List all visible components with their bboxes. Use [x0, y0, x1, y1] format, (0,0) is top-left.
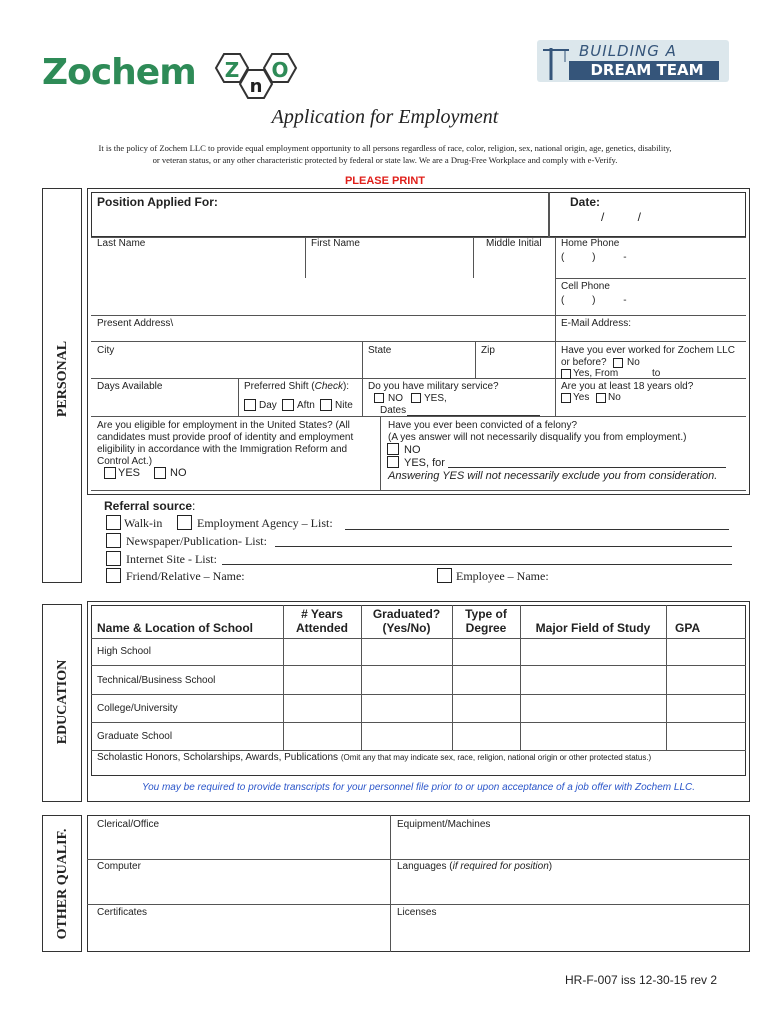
education-side-tab	[42, 604, 82, 802]
eligible-no-label: NO	[170, 467, 187, 479]
referral-internet-checkbox[interactable]	[106, 551, 121, 566]
education-section-label: EDUCATION	[55, 659, 70, 745]
shift-day-checkbox[interactable]	[244, 399, 256, 411]
eligible-yes-checkbox[interactable]	[104, 467, 116, 479]
grid-h7	[91, 490, 746, 491]
felony-no-checkbox[interactable]	[387, 443, 399, 455]
referral-newspaper-checkbox[interactable]	[106, 533, 121, 548]
military-question: Do you have military service?	[368, 381, 499, 392]
grid-h3	[91, 315, 746, 316]
preferred-shift-label	[244, 381, 349, 392]
grid-v1	[305, 237, 306, 278]
shift-aftn-checkbox[interactable]	[282, 399, 294, 411]
transcripts-note: You may be required to provide transcripts for your personnel file prior to or upon acceptance of a job offer with Zochem LLC.	[141, 782, 696, 793]
home-phone-format: ( ) -	[561, 252, 627, 263]
present-address-label: Present Address\	[97, 318, 174, 329]
policy-text-2: or veteran status, or any other characteristic protected by federal or state law. We are a Drug-Free Workplace and comply with e-Verify.	[152, 155, 618, 165]
edu-h4	[91, 722, 746, 723]
clerical-label: Clerical/Office	[97, 819, 160, 830]
col-school-header: Name & Location of School	[97, 621, 254, 635]
worked-no-label: No	[627, 357, 640, 368]
position-divider	[548, 192, 550, 237]
worked-question-1: Have you ever worked for Zochem LLC	[561, 345, 735, 356]
worked-to-label: to	[652, 368, 661, 379]
col-years-line-1: # Years	[301, 607, 343, 621]
dream-team-badge	[537, 40, 729, 82]
referral-employee-text: Employee – Name	[456, 569, 546, 583]
felony-reason-line	[448, 467, 726, 468]
eligible-question-4: Control Act.)	[97, 456, 153, 467]
age-yes-label: Yes	[573, 392, 590, 403]
col-grad-line-1: Graduated?	[372, 607, 441, 621]
felony-yes-label: YES, for	[404, 457, 445, 469]
military-yes-label: YES,	[424, 393, 447, 404]
position-applied-label: Position Applied For:	[97, 195, 218, 209]
referral-employee-colon: :	[545, 569, 549, 583]
edu-row-graduate: Graduate School	[97, 731, 173, 742]
other-h1	[87, 859, 750, 860]
equipment-label: Equipment/Machines	[397, 819, 491, 830]
age-yes-checkbox[interactable]	[561, 393, 571, 403]
personal-side-tab	[42, 188, 82, 583]
grid-h6	[91, 416, 746, 417]
page-title: Application for Employment	[271, 106, 499, 128]
col-years-line-2: Attended	[296, 621, 348, 635]
felony-question-2: (A yes answer will not necessarily disqualify you from employment.)	[388, 432, 687, 443]
edu-v5	[666, 605, 667, 750]
col-grad-line-2: (Yes/No)	[382, 621, 431, 635]
col-gpa-header: GPA	[675, 621, 701, 635]
logo-wordmark: Zochem	[42, 52, 196, 93]
referral-newspaper-colon: :	[263, 534, 267, 548]
shift-nite-label: Nite	[335, 400, 353, 411]
worked-no-checkbox[interactable]	[613, 358, 623, 368]
grid-h1	[91, 237, 746, 238]
certificates-label: Certificates	[97, 907, 148, 918]
honors-label	[97, 752, 651, 763]
cell-phone-format: ( ) -	[561, 295, 627, 306]
worked-yes-checkbox[interactable]	[561, 369, 571, 379]
computer-label: Computer	[97, 861, 141, 872]
referral-newspaper-label	[126, 534, 267, 549]
referral-title-text: Referral source	[104, 499, 193, 513]
col-years-header	[283, 607, 361, 635]
col-type-line-1: Type of	[465, 607, 507, 621]
grid-v7	[362, 378, 363, 416]
home-phone-label: Home Phone	[561, 238, 620, 249]
zip-label: Zip	[481, 345, 495, 356]
referral-employee-checkbox[interactable]	[437, 568, 452, 583]
age-question: Are you at least 18 years old?	[561, 381, 694, 392]
licenses-label: Licenses	[397, 907, 437, 918]
cell-phone-label: Cell Phone	[561, 281, 610, 292]
grid-h5	[91, 378, 746, 379]
referral-agency-line	[345, 529, 729, 530]
grid-v4	[362, 341, 363, 378]
col-type-line-2: Degree	[465, 621, 507, 635]
referral-employee-label	[456, 569, 549, 584]
grid-v6	[238, 378, 239, 416]
age-no-label: No	[608, 392, 621, 403]
edu-row-technical: Technical/Business School	[97, 675, 216, 686]
shift-nite-checkbox[interactable]	[320, 399, 332, 411]
felony-question-1: Have you ever been convicted of a felony?	[388, 420, 578, 431]
grid-v8	[380, 416, 381, 490]
referral-friend-checkbox[interactable]	[106, 568, 121, 583]
military-no-label: NO	[388, 393, 403, 404]
referral-internet-colon: :	[213, 552, 217, 566]
military-no-checkbox[interactable]	[374, 393, 384, 403]
grid-v5	[475, 341, 476, 378]
grid-v2	[473, 237, 474, 278]
referral-walkin-checkbox[interactable]	[106, 515, 121, 530]
languages-italic: if required for position	[452, 861, 549, 872]
date-slashes: / /	[601, 210, 642, 224]
please-print-label: PLEASE PRINT	[344, 175, 426, 187]
col-graduated-header	[361, 607, 452, 635]
referral-internet-text: Internet Site - List	[126, 552, 214, 566]
svg-text:n: n	[249, 76, 263, 97]
worked-question-2: or before?	[561, 357, 607, 368]
col-major-header: Major Field of Study	[535, 621, 651, 635]
shift-aftn-label: Aftn	[297, 400, 315, 411]
svg-text:Z: Z	[224, 58, 240, 82]
preferred-shift-check: Check	[314, 381, 343, 392]
other-side-tab	[42, 815, 82, 952]
eligible-no-checkbox[interactable]	[154, 467, 166, 479]
col-degree-header	[452, 607, 520, 635]
languages-label	[397, 861, 552, 872]
honors-text: Scholastic Honors, Scholarships, Awards, Publications	[97, 752, 339, 763]
city-label: City	[97, 345, 115, 356]
grid-v3	[555, 237, 556, 416]
preferred-shift-close: ):	[342, 381, 350, 392]
grid-h2	[555, 278, 746, 279]
referral-agency-checkbox[interactable]	[177, 515, 192, 530]
edu-h3	[91, 694, 746, 695]
form-id: HR-F-007 iss 12-30-15 rev 2	[565, 973, 718, 987]
referral-newspaper-text: Newspaper/Publication- List	[126, 534, 264, 548]
shift-day-label: Day	[259, 400, 277, 411]
state-label: State	[368, 345, 392, 356]
military-dates-label: Dates	[380, 405, 407, 416]
referral-agency-label: Employment Agency – List:	[197, 516, 333, 530]
zochem-logo	[42, 46, 302, 106]
days-available-label: Days Available	[97, 381, 163, 392]
felony-note: Answering YES will not necessarily exclude you from consideration.	[388, 470, 718, 482]
referral-internet-label	[126, 552, 217, 567]
eligible-yes-label: YES	[118, 467, 141, 479]
email-label: E-Mail Address:	[561, 318, 632, 329]
other-qualifications-box	[87, 815, 750, 952]
date-label: Date:	[570, 195, 601, 209]
edu-h5	[91, 750, 746, 751]
middle-initial-label: Middle Initial	[486, 238, 542, 249]
edu-h2	[91, 665, 746, 666]
referral-title-colon: :	[192, 499, 196, 513]
eligible-question-1: Are you eligible for employment in the United States? (All	[97, 420, 350, 431]
other-h2	[87, 904, 750, 905]
honors-note: (Omit any that may indicate sex, race, religion, national origin or other protected status.)	[340, 753, 652, 762]
badge-line-1: BUILDING A	[579, 42, 677, 60]
edu-h1	[91, 638, 746, 639]
edu-row-college: College/University	[97, 703, 178, 714]
other-section-label: OTHER QUALIF.	[55, 828, 70, 940]
age-no-checkbox[interactable]	[596, 393, 606, 403]
zno-molecule-icon	[210, 50, 302, 106]
referral-title	[104, 499, 195, 513]
military-dates-line	[407, 415, 540, 416]
referral-newspaper-line	[275, 546, 732, 547]
other-v1	[390, 815, 391, 952]
grid-h4	[91, 341, 746, 342]
referral-internet-line	[222, 564, 732, 565]
military-yes-checkbox[interactable]	[411, 393, 421, 403]
languages-close: )	[548, 861, 553, 872]
svg-text:O: O	[271, 58, 289, 82]
eligible-question-3: eligibility in accordance with the Immigration Reform and	[97, 444, 348, 455]
personal-section-label: PERSONAL	[55, 340, 70, 418]
edu-row-high-school: High School	[97, 646, 151, 657]
preferred-shift-text: Preferred Shift (	[244, 381, 315, 392]
languages-text: Languages (	[397, 861, 453, 872]
eligible-question-2: candidates must provide proof of identity and employment	[97, 432, 354, 443]
policy-text-1: It is the policy of Zochem LLC to provide equal employment opportunity to all persons regardless of race, color, religion, sex, national origin, age, genetics, disability,	[98, 143, 672, 153]
felony-yes-checkbox[interactable]	[387, 456, 399, 468]
badge-line-2: DREAM TEAM	[590, 61, 704, 79]
last-name-label: Last Name	[97, 238, 146, 249]
first-name-label: First Name	[311, 238, 360, 249]
referral-walkin-label: Walk-in	[124, 516, 163, 530]
felony-no-label: NO	[404, 444, 421, 456]
crane-icon	[541, 44, 569, 80]
referral-friend-label: Friend/Relative – Name:	[126, 569, 245, 583]
worked-yes-label: Yes, From	[573, 368, 619, 379]
